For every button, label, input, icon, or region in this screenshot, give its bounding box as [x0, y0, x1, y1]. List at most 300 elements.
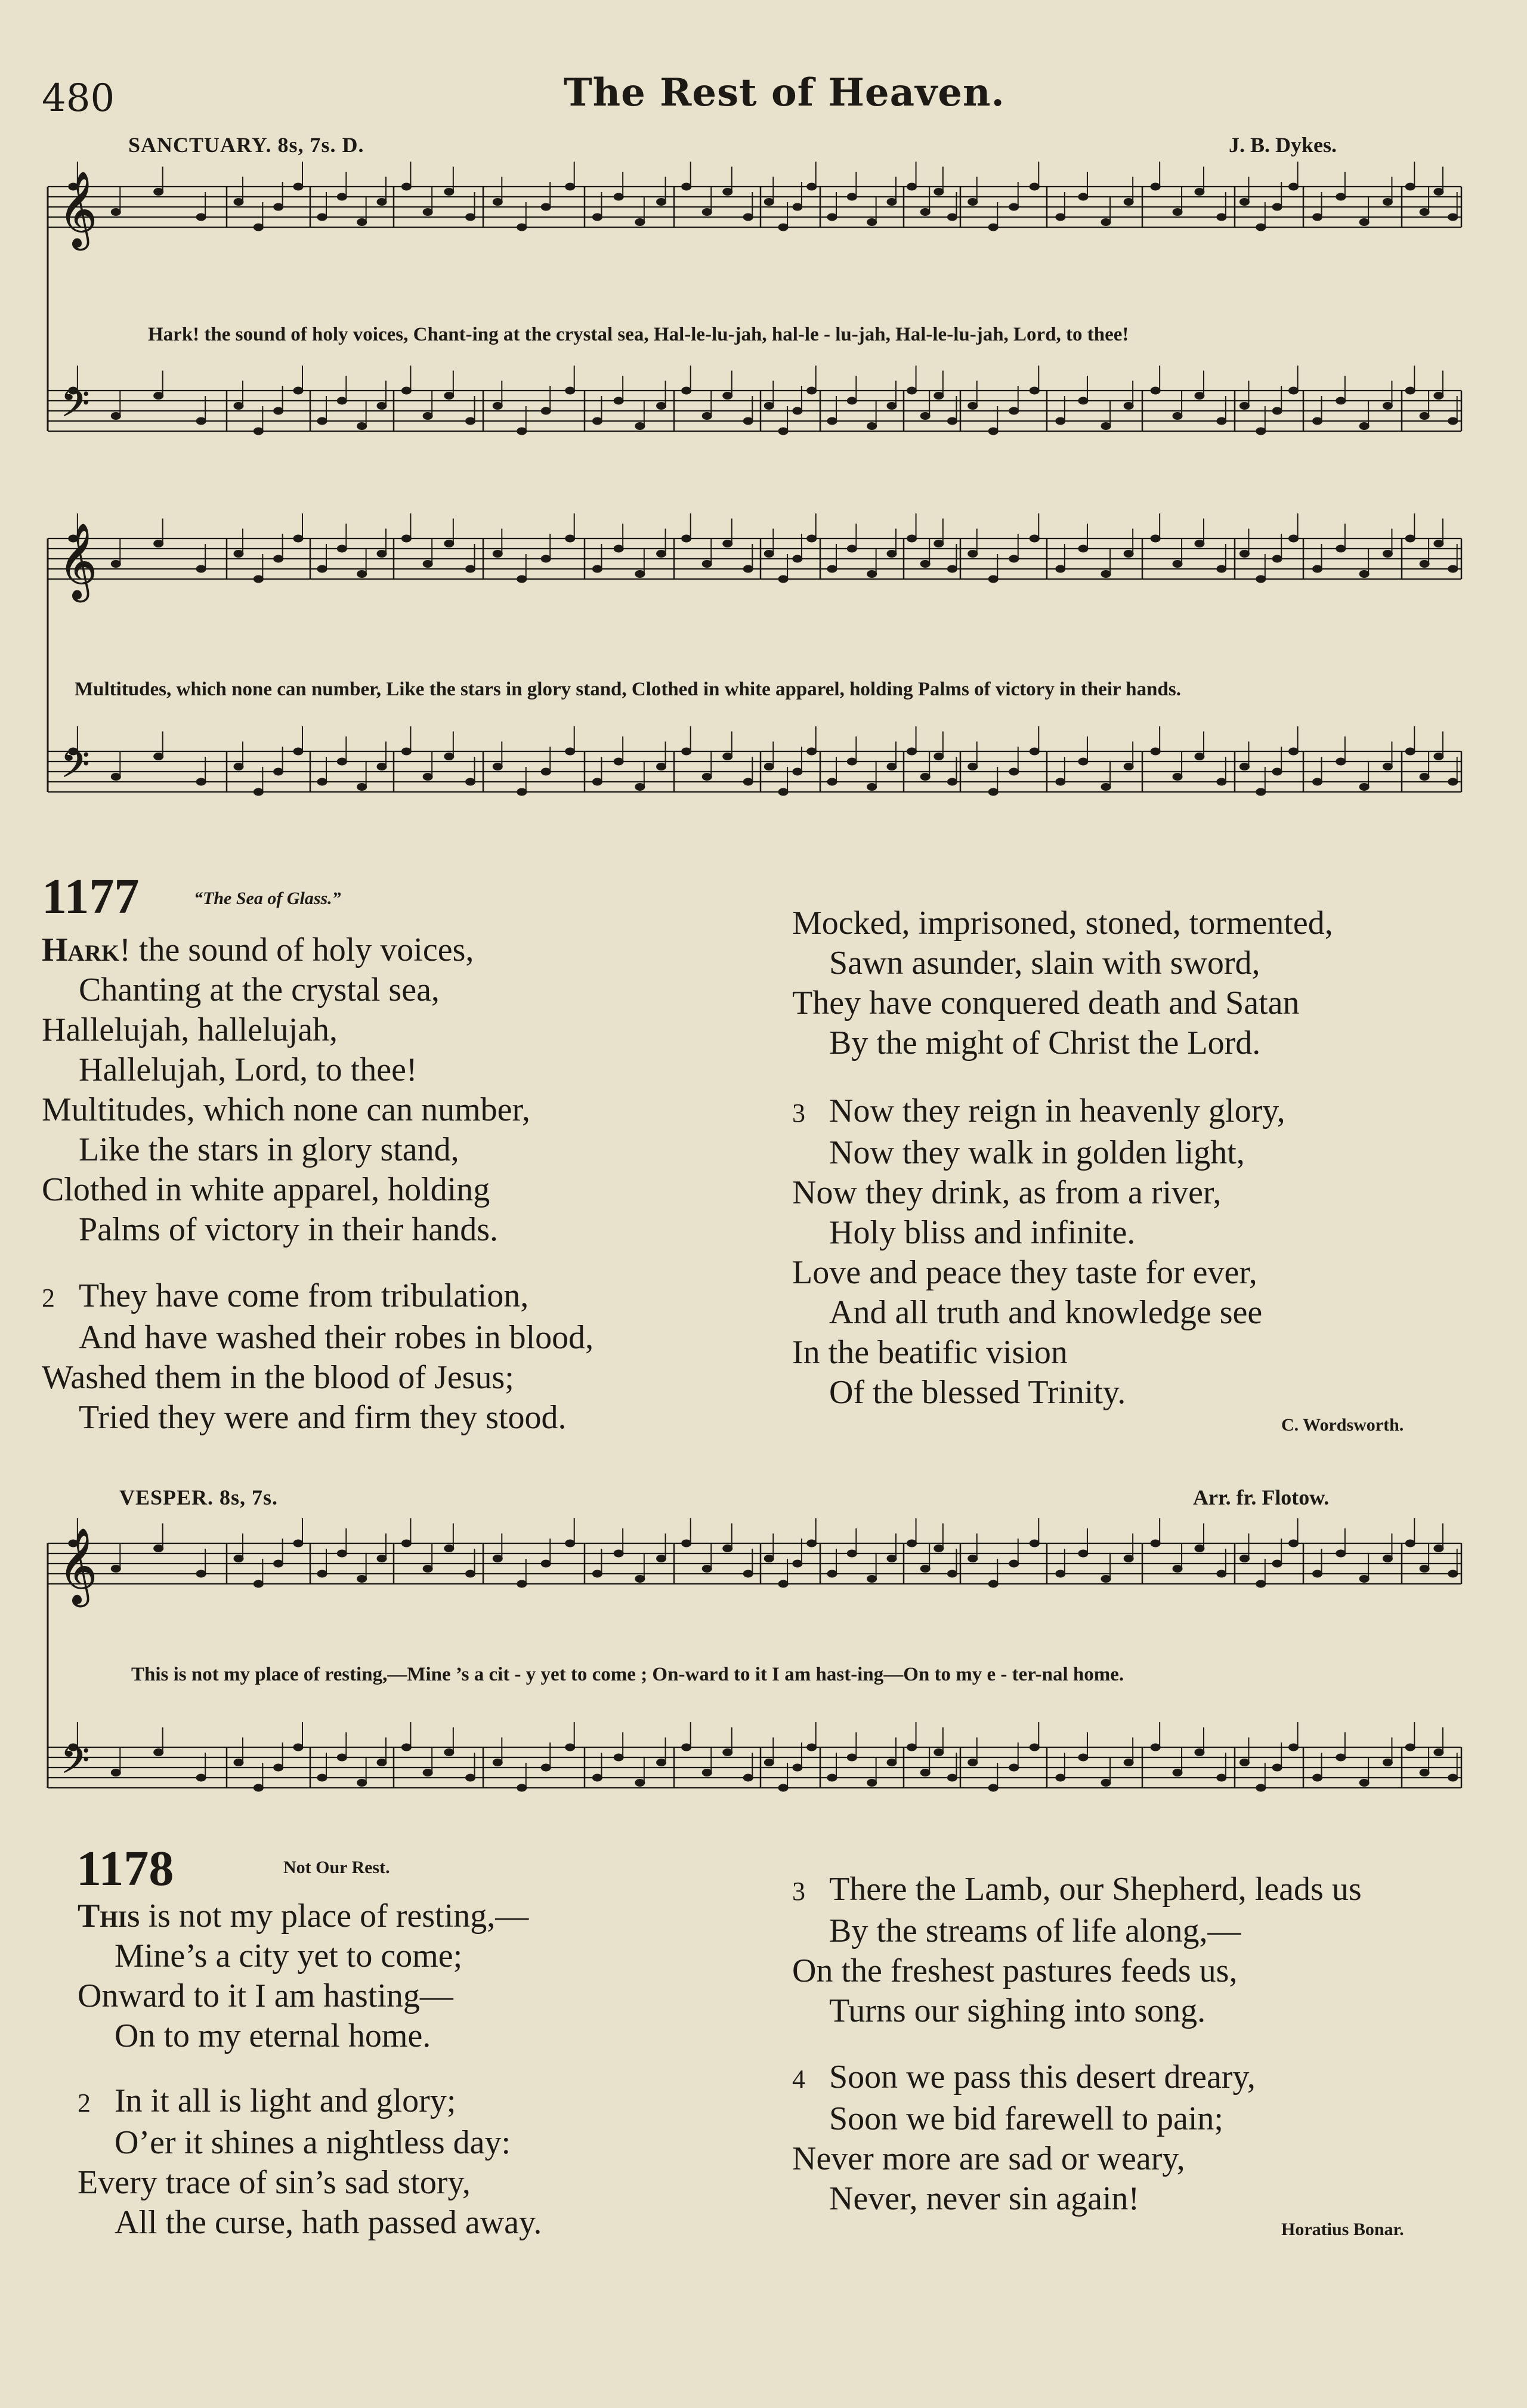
note-head [1124, 550, 1133, 558]
note-head [635, 423, 645, 430]
note-head [493, 1555, 502, 1562]
note-head [357, 219, 367, 226]
note-head [968, 550, 978, 558]
verse-line: Hallelujah, Lord, to thee! [79, 1051, 418, 1088]
note-head [1405, 1540, 1415, 1547]
note-head [1030, 387, 1039, 394]
note-head [1151, 748, 1160, 755]
note-head [357, 1576, 367, 1583]
note-head [1405, 183, 1415, 190]
verse-line: On the freshest pastures feeds us, [792, 1952, 1238, 1989]
note-head [867, 423, 877, 430]
note-head [793, 203, 802, 211]
note-head [111, 1565, 120, 1573]
note-head [377, 199, 387, 206]
note-head [293, 183, 303, 190]
underlay-lyrics: This is not my place of resting,—Mine ’s a cit - y yet to come ; On-ward to it I am hast-ing—On to my e - ter-nal home. [131, 1664, 1124, 1685]
stanza [792, 903, 1333, 1063]
note-head [1078, 758, 1088, 765]
note-head [254, 1784, 263, 1791]
note-head [1434, 753, 1443, 760]
note-head [614, 397, 623, 404]
note-head [1256, 1580, 1266, 1587]
note-head [764, 1555, 774, 1562]
note-head [293, 1744, 303, 1751]
note-head [1173, 561, 1182, 568]
note-head [635, 1779, 645, 1787]
note-head [466, 1774, 475, 1781]
note-head [154, 753, 163, 760]
note-head [968, 199, 978, 206]
verse-line: Like the stars in glory stand, [79, 1131, 459, 1168]
note-head [1383, 403, 1392, 410]
note-head [565, 387, 575, 394]
note-head [968, 403, 978, 410]
note-head [423, 1769, 432, 1776]
note-head [807, 535, 817, 542]
note-head [401, 183, 411, 190]
note-head [1078, 1754, 1088, 1761]
note-head [947, 417, 957, 425]
note-head [702, 561, 712, 568]
note-head [357, 423, 367, 430]
note-head [357, 784, 367, 791]
underlay-lyrics: Multitudes, which none can number, Like the stars in glory stand, Clothed in white apparel, holding Palms of victory in their hands. [75, 679, 1181, 700]
note-head [934, 1545, 944, 1552]
note-head [947, 565, 957, 572]
note-head [887, 1555, 897, 1562]
note-head [466, 565, 475, 572]
note-head [1239, 550, 1249, 558]
verse-line: Onward to it I am hasting— [78, 1977, 453, 2014]
note-head [1313, 213, 1322, 221]
note-head [466, 417, 475, 425]
note-head [1289, 748, 1299, 755]
note-head [1009, 768, 1019, 775]
note-head [934, 188, 944, 196]
treble-clef-icon: 𝄞 [58, 1527, 98, 1604]
note-head [807, 183, 817, 190]
note-head [793, 768, 802, 775]
note-head [401, 387, 411, 394]
note-head [635, 219, 645, 226]
note-head [111, 209, 120, 216]
note-head [1256, 224, 1266, 231]
running-head: The Rest of Heaven. [564, 70, 1005, 115]
note-head [592, 1774, 602, 1781]
note-head [1256, 575, 1266, 583]
note-head [154, 540, 163, 547]
note-head [377, 763, 387, 770]
note-head [947, 1570, 957, 1577]
note-head [920, 209, 930, 216]
note-head [234, 1555, 243, 1562]
page-number: 480 [42, 76, 115, 120]
note-head [1101, 1779, 1111, 1787]
note-head [154, 1545, 163, 1552]
verse-line: And all truth and knowledge see [829, 1294, 1263, 1331]
verse-line: Never more are sad or weary, [792, 2140, 1185, 2177]
verse-line: Clothed in white apparel, holding [42, 1171, 490, 1208]
note-head [196, 213, 206, 221]
note-head [234, 199, 243, 206]
note-head [743, 1570, 753, 1577]
note-head [907, 748, 917, 755]
verse-line: Chanting at the crystal sea, [79, 971, 440, 1008]
verse-line: They have conquered death and Satan [792, 985, 1300, 1022]
note-head [274, 1764, 283, 1771]
note-head [947, 1774, 957, 1781]
note-head [1217, 1570, 1226, 1577]
note-head [1056, 778, 1065, 785]
note-head [682, 1744, 691, 1751]
stanza [792, 2057, 1256, 2219]
note-head [517, 428, 527, 435]
note-head [493, 1759, 502, 1766]
note-head [1336, 397, 1346, 404]
note-head [614, 545, 623, 552]
verse-line: In the beatific vision [792, 1334, 1068, 1371]
note-head [317, 417, 327, 425]
treble-clef-icon: 𝄞 [58, 522, 98, 599]
note-head [1383, 763, 1392, 770]
note-head [1272, 407, 1282, 414]
verse-line: Palms of victory in their hands. [79, 1211, 499, 1248]
verse-line: Hallelujah, hallelujah, [42, 1011, 338, 1048]
note-head [778, 575, 788, 583]
note-head [1239, 1555, 1249, 1562]
note-head [1056, 417, 1065, 425]
note-head [111, 1769, 120, 1776]
note-head [907, 535, 917, 542]
note-head [337, 1754, 347, 1761]
note-head [1420, 413, 1429, 420]
note-head [274, 1560, 283, 1567]
note-head [1173, 773, 1182, 781]
note-head [887, 1759, 897, 1766]
bass-clef-icon: 𝄢 [61, 382, 90, 434]
note-head [1151, 1540, 1160, 1547]
note-head [1272, 203, 1282, 211]
note-head [1078, 397, 1088, 404]
note-head [723, 392, 732, 400]
note-head [867, 784, 877, 791]
note-head [466, 213, 475, 221]
note-head [517, 1580, 527, 1587]
note-head [1383, 1759, 1392, 1766]
note-head [1151, 535, 1160, 542]
note-head [1313, 778, 1322, 785]
note-head [1359, 423, 1369, 430]
stanza [78, 2081, 542, 2243]
verse-line: All the curse, hath passed away. [115, 2204, 542, 2241]
note-head [234, 550, 243, 558]
note-head [1124, 763, 1133, 770]
verse-line: This is not my place of resting,— [78, 1898, 529, 1935]
note-head [466, 778, 475, 785]
note-head [377, 1555, 387, 1562]
note-head [1359, 784, 1369, 791]
note-head [592, 565, 602, 572]
note-head [337, 193, 347, 200]
note-head [196, 1570, 206, 1577]
note-head [1405, 387, 1415, 394]
note-head [565, 1540, 575, 1547]
note-head [1078, 1550, 1088, 1557]
note-head [1009, 555, 1019, 562]
note-head [1256, 428, 1266, 435]
note-head [541, 1560, 551, 1567]
note-head [1030, 1540, 1039, 1547]
note-head [764, 763, 774, 770]
note-head [723, 753, 732, 760]
note-head [1313, 1570, 1322, 1577]
note-head [988, 788, 998, 796]
note-head [423, 413, 432, 420]
stanza-number: 2 [42, 1283, 55, 1313]
note-head [1420, 773, 1429, 781]
author-credit: Horatius Bonar. [1281, 2220, 1404, 2239]
note-head [1217, 417, 1226, 425]
note-head [723, 540, 732, 547]
note-head [867, 1576, 877, 1583]
note-head [293, 387, 303, 394]
note-head [401, 1540, 411, 1547]
note-head [1195, 753, 1204, 760]
note-head [1434, 188, 1443, 196]
note-head [254, 1580, 263, 1587]
note-head [1336, 545, 1346, 552]
tune-name: VESPER. 8s, 7s. [119, 1485, 279, 1509]
note-head [743, 778, 753, 785]
note-head [1056, 1774, 1065, 1781]
note-head [1151, 183, 1160, 190]
verse-line: Love and peace they taste for ever, [792, 1254, 1257, 1291]
note-head [793, 407, 802, 414]
note-head [1101, 784, 1111, 791]
stanza [792, 1870, 1362, 2031]
note-head [764, 199, 774, 206]
note-head [1448, 213, 1458, 221]
note-head [234, 763, 243, 770]
note-head [682, 1540, 691, 1547]
verse-line: Now they walk in golden light, [829, 1134, 1245, 1171]
note-head [827, 1774, 837, 1781]
verse-line: By the might of Christ the Lord. [829, 1025, 1261, 1061]
stanza-number: 3 [792, 1098, 805, 1128]
note-head [723, 1749, 732, 1756]
verse-line: 3 There the Lamb, our Shepherd, leads us [792, 1870, 1362, 1911]
note-head [317, 778, 327, 785]
verse-line: And have washed their robes in blood, [79, 1319, 594, 1356]
note-head [337, 397, 347, 404]
note-head [614, 758, 623, 765]
note-head [517, 224, 527, 231]
note-head [743, 213, 753, 221]
verse-line: O’er it shines a nightless day: [115, 2124, 511, 2161]
note-head [887, 763, 897, 770]
note-head [1272, 1764, 1282, 1771]
note-head [1078, 545, 1088, 552]
note-head [444, 540, 454, 547]
note-head [444, 1749, 454, 1756]
note-head [565, 535, 575, 542]
note-head [357, 1779, 367, 1787]
note-head [1239, 1759, 1249, 1766]
note-head [1289, 387, 1299, 394]
note-head [541, 203, 551, 211]
note-head [887, 403, 897, 410]
note-head [1056, 565, 1065, 572]
note-head [1420, 1565, 1429, 1573]
note-head [254, 224, 263, 231]
note-head [1405, 535, 1415, 542]
note-head [196, 1774, 206, 1781]
note-head [657, 763, 666, 770]
verse-line: Mocked, imprisoned, stoned, tormented, [792, 905, 1333, 942]
note-head [1420, 561, 1429, 568]
note-head [1359, 571, 1369, 578]
note-head [423, 1565, 432, 1573]
note-head [1448, 778, 1458, 785]
note-head [1420, 209, 1429, 216]
note-head [444, 188, 454, 196]
note-head [614, 1754, 623, 1761]
note-head [968, 763, 978, 770]
note-head [827, 565, 837, 572]
note-head [493, 763, 502, 770]
note-head [1078, 193, 1088, 200]
note-head [635, 1576, 645, 1583]
note-head [274, 768, 283, 775]
note-head [793, 1764, 802, 1771]
note-head [1239, 403, 1249, 410]
note-head [867, 1779, 877, 1787]
note-head [657, 403, 666, 410]
tune-name: SANCTUARY. 8s, 7s. D. [128, 133, 364, 157]
note-head [423, 209, 432, 216]
note-head [702, 773, 712, 781]
note-head [1030, 748, 1039, 755]
note-head [565, 748, 575, 755]
note-head [154, 188, 163, 196]
note-head [807, 1540, 817, 1547]
note-head [1448, 1570, 1458, 1577]
stanza-number: 2 [78, 2088, 91, 2118]
stanza-number: 4 [792, 2065, 805, 2094]
note-head [1030, 535, 1039, 542]
stanza [42, 1276, 594, 1438]
note-head [423, 561, 432, 568]
note-head [1239, 199, 1249, 206]
verse-line: On to my eternal home. [115, 2017, 431, 2054]
note-head [111, 413, 120, 420]
note-head [592, 417, 602, 425]
note-head [793, 555, 802, 562]
note-head [1272, 768, 1282, 775]
note-head [592, 213, 602, 221]
note-head [293, 1540, 303, 1547]
note-head [541, 407, 551, 414]
note-head [988, 1784, 998, 1791]
note-head [592, 778, 602, 785]
verse-line: Turns our sighing into song. [829, 1992, 1206, 2029]
verse-line: 2 In it all is light and glory; [78, 2081, 542, 2123]
note-head [1272, 555, 1282, 562]
note-head [1101, 1576, 1111, 1583]
note-head [1124, 403, 1133, 410]
verse-line: Holy bliss and infinite. [829, 1214, 1136, 1251]
note-head [1124, 199, 1133, 206]
note-head [1336, 193, 1346, 200]
verse-line: Washed them in the blood of Jesus; [42, 1359, 514, 1396]
note-head [702, 209, 712, 216]
note-head [1434, 392, 1443, 400]
note-head [111, 773, 120, 781]
note-head [254, 788, 263, 796]
note-head [565, 1744, 575, 1751]
note-head [907, 1744, 917, 1751]
underlay-lyrics: Hark! the sound of holy voices, Chant-ing at the crystal sea, Hal-le-lu-jah, hal-le - lu-jah, Hal-le-lu-jah, Lord, to thee! [148, 324, 1129, 345]
note-head [565, 183, 575, 190]
note-head [657, 1759, 666, 1766]
verse-line: Every trace of sin’s sad story, [78, 2164, 471, 2201]
note-head [1009, 1764, 1019, 1771]
note-head [1405, 748, 1415, 755]
note-head [293, 748, 303, 755]
note-head [196, 778, 206, 785]
note-head [274, 203, 283, 211]
verse-line: Soon we bid farewell to pain; [829, 2100, 1223, 2137]
note-head [907, 387, 917, 394]
note-head [1195, 1749, 1204, 1756]
note-head [1434, 1749, 1443, 1756]
note-head [947, 213, 957, 221]
note-head [827, 213, 837, 221]
note-head [920, 773, 930, 781]
note-head [1336, 1754, 1346, 1761]
note-head [1313, 417, 1322, 425]
note-head [778, 1784, 788, 1791]
note-head [635, 571, 645, 578]
note-head [1173, 209, 1182, 216]
note-head [1448, 565, 1458, 572]
note-head [444, 1545, 454, 1552]
note-head [614, 1550, 623, 1557]
note-head [1434, 540, 1443, 547]
note-head [1195, 540, 1204, 547]
note-head [444, 753, 454, 760]
note-head [1009, 407, 1019, 414]
note-head [968, 1555, 978, 1562]
treble-clef-icon: 𝄞 [58, 171, 98, 247]
note-head [234, 1759, 243, 1766]
note-head [702, 413, 712, 420]
note-head [847, 545, 857, 552]
note-head [1101, 219, 1111, 226]
note-head [1448, 417, 1458, 425]
note-head [947, 778, 957, 785]
note-head [920, 1565, 930, 1573]
note-head [337, 545, 347, 552]
note-head [920, 413, 930, 420]
note-head [988, 428, 998, 435]
note-head [988, 575, 998, 583]
note-head [401, 535, 411, 542]
note-head [1124, 1555, 1133, 1562]
note-head [154, 1749, 163, 1756]
verse-line: Hark! the sound of holy voices, [42, 931, 474, 968]
